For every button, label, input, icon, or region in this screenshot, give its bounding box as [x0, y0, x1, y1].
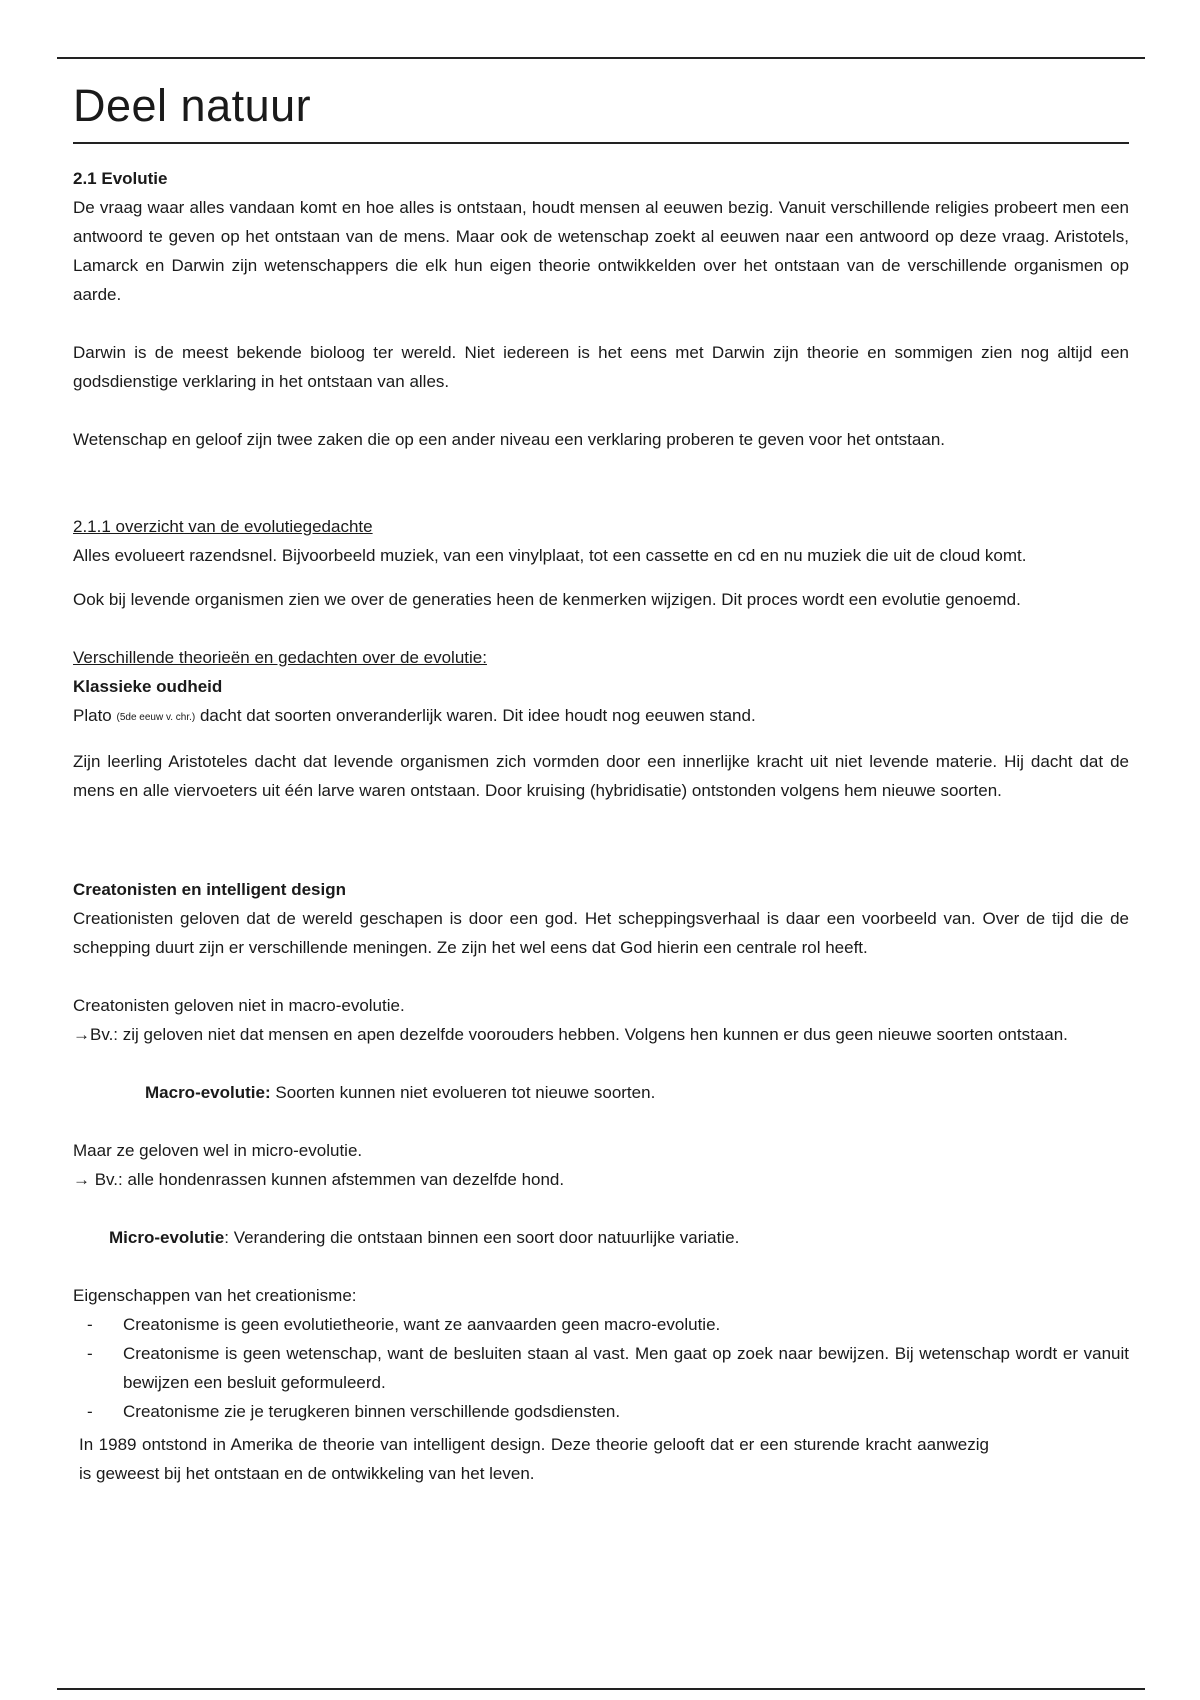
list-item: - Creatonisme is geen wetenschap, want de besluiten staan al vast. Men gaat op zoek naar bewijzen. Bij wetenschap wordt er vanuit bewijzen een besluit geformuleerd. [73, 1339, 1129, 1397]
macro-term: Macro-evolutie: [145, 1083, 271, 1102]
plato-note: (5de eeuw v. chr.) [116, 712, 196, 723]
macro-definition-text: Soorten kunnen niet evolueren tot nieuwe soorten. [270, 1083, 656, 1102]
creationism-paragraph: Creationisten geloven dat de wereld geschapen is door een god. Het scheppingsverhaal is daar een voorbeeld van. Over de tijd die de schepping duurt zijn er verschillende meningen. Ze zijn het wel eens dat God hierin een centrale rol heeft. [73, 909, 1129, 957]
aristoteles-paragraph: Zijn leerling Aristoteles dacht dat levende organismen zich vormden door een innerlijke kracht uit niet levende materie. Hij dacht dat de mens en alle viervoeters uit één larve waren ontstaan. Door kruising (hybridisatie) ontstonden volgens hem nieuwe soorten. [73, 752, 1129, 800]
micro-example: → Bv.: alle hondenrassen kunnen afstemmen van dezelfde hond. [73, 1170, 565, 1189]
subsection-paragraph-1: Alles evolueert razendsnel. Bijvoorbeeld muziek, van een vinylplaat, tot een cassette en cd en nu muziek die uit de cloud komt. [73, 546, 1027, 565]
section-heading: 2.1 Evolutie [73, 169, 168, 188]
properties-list [73, 1310, 1129, 1426]
list-item: - Creatonisme is geen evolutietheorie, want ze aanvaarden geen macro-evolutie. [73, 1310, 1129, 1339]
macro-line: Creatonisten geloven niet in macro-evolutie. [73, 996, 405, 1015]
section-paragraph-2: Darwin is de meest bekende bioloog ter wereld. Niet iedereen is het eens met Darwin zijn theorie en sommigen zien nog altijd een godsdienstige verklaring in het ontstaan van alles. [73, 343, 1129, 391]
subsection-heading: 2.1.1 overzicht van de evolutiegedachte [73, 517, 373, 536]
macro-definition [73, 1078, 1129, 1107]
bottom-rule [57, 1688, 1145, 1690]
dash-bullet: - [87, 1402, 93, 1421]
list-item: - Creatonisme zie je terugkeren binnen verschillende godsdiensten. [73, 1397, 1129, 1426]
dash-bullet: - [87, 1315, 93, 1334]
document-body [73, 164, 1129, 1488]
subsection-paragraph-2: Ook bij levende organismen zien we over de generaties heen de kenmerken wijzigen. Dit proces wordt een evolutie genoemd. [73, 590, 1021, 609]
theories-heading: Verschillende theorieën en gedachten over de evolutie: [73, 648, 487, 667]
properties-heading: Eigenschappen van het creationisme: [73, 1286, 357, 1305]
top-rule [57, 57, 1145, 59]
creationism-heading: Creatonisten en intelligent design [73, 880, 346, 899]
micro-definition-text: : Verandering die ontstaan binnen een soort door natuurlijke variatie. [224, 1228, 740, 1247]
document-page [73, 76, 1129, 1488]
classic-heading: Klassieke oudheid [73, 677, 223, 696]
plato-text: dacht dat soorten onveranderlijk waren. Dit idee houdt nog eeuwen stand. [199, 706, 756, 725]
plato-name: Plato [73, 706, 112, 725]
section-paragraph-1: De vraag waar alles vandaan komt en hoe alles is ontstaan, houdt mensen al eeuwen bezig. Vanuit verschillende religies probeert men een antwoord te geven op het ontstaan van de mens. Maar ook de wetenschap zoekt al eeuwen naar een antwoord op deze vraag. Aristotels, Lamarck en Darwin zijn wetenschappers die elk hun eigen theorie ontwikkelden over het ontstaan van de verschillende organismen op aarde. [73, 198, 1129, 304]
micro-line: Maar ze geloven wel in micro-evolutie. [73, 1141, 363, 1160]
macro-example: →Bv.: zij geloven niet dat mensen en apen dezelfde voorouders hebben. Volgens hen kunnen er dus geen nieuwe soorten ontstaan. [73, 1025, 1068, 1044]
dash-bullet: - [87, 1344, 93, 1363]
page-title: Deel natuur [73, 76, 1129, 144]
micro-definition [73, 1223, 1129, 1252]
section-paragraph-3: Wetenschap en geloof zijn twee zaken die op een ander niveau een verklaring proberen te geven voor het ontstaan. [73, 430, 945, 449]
intelligent-design-paragraph: In 1989 ontstond in Amerika de theorie van intelligent design. Deze theorie gelooft dat er een sturende kracht aanwezig is geweest bij het ontstaan en de ontwikkeling van het leven. [79, 1435, 989, 1483]
micro-term: Micro-evolutie [109, 1228, 225, 1247]
plato-paragraph [73, 701, 1129, 732]
